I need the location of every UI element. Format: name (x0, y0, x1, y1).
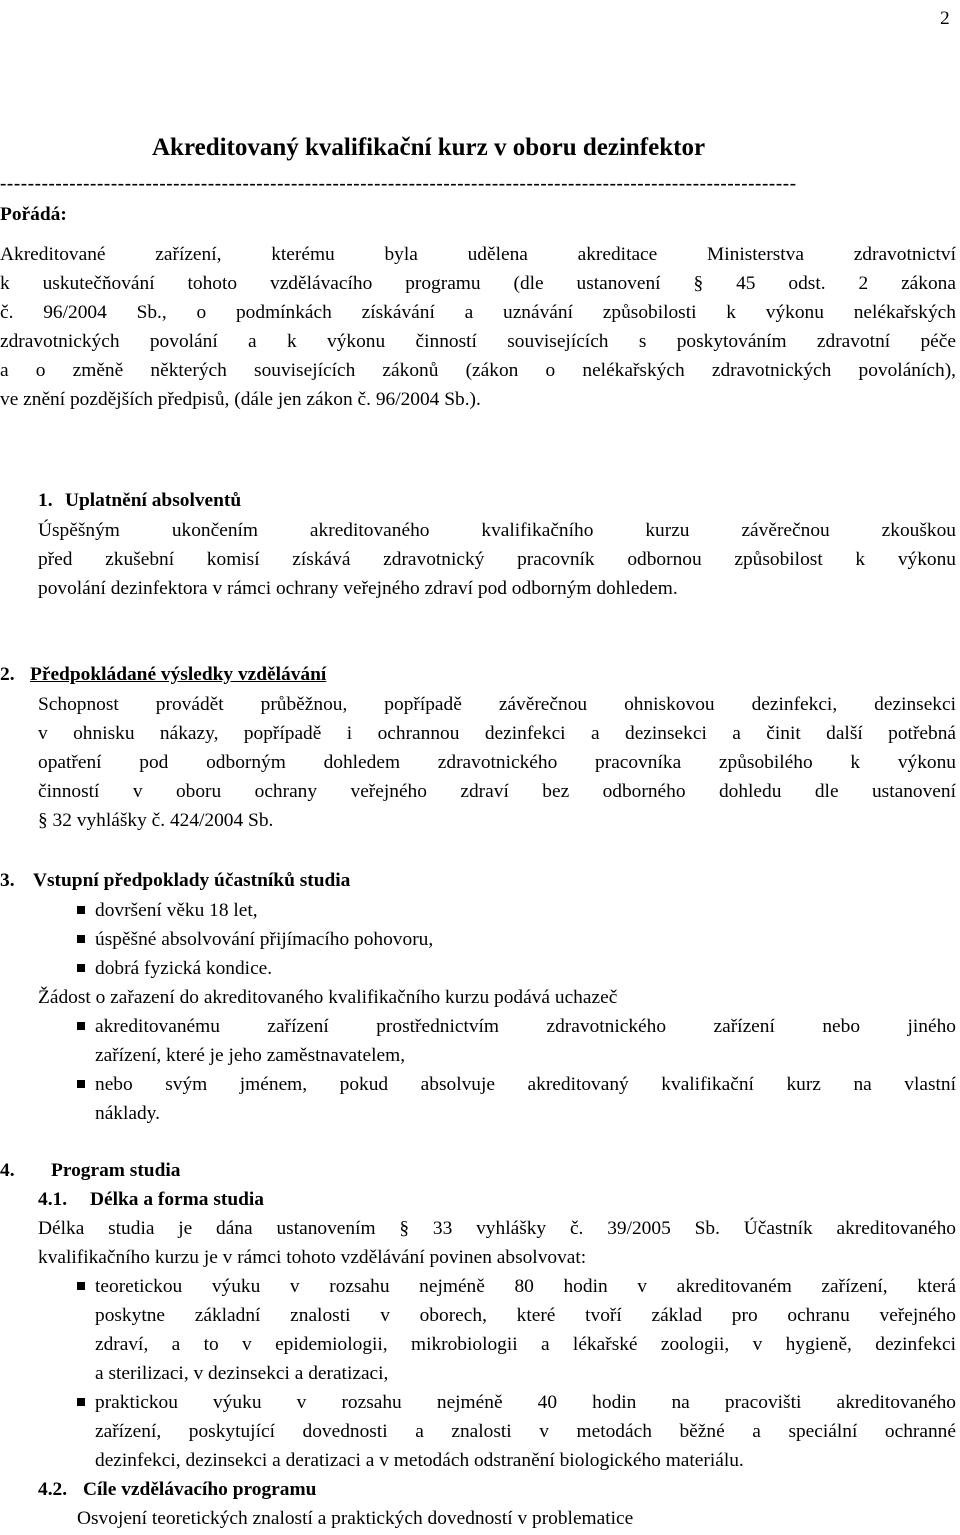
organizer-label: Pořádá: (0, 204, 67, 225)
section-4-number: 4. (0, 1160, 15, 1181)
page-title: Akreditovaný kvalifikační kurz v oboru dezinfektor (152, 134, 706, 161)
text-line: zdravotnických povolání a k výkonu činností souvisejících s poskytováním zdravotní péče (0, 331, 956, 352)
text-line: a o změně některých souvisejících zákonů (zákon o nelékařských zdravotnických povoláních), (0, 360, 956, 381)
list-item: akreditovanému zařízení prostřednictvím zdravotnického zařízení nebo jiného (95, 1016, 956, 1037)
section-3-number: 3. (0, 870, 15, 891)
application-text: Žádost o zařazení do akreditovaného kvalifikačního kurzu podává uchazeč (38, 987, 618, 1008)
list-item-continuation: náklady. (95, 1103, 160, 1124)
text-line: Schopnost provádět průběžnou, popřípadě závěrečnou ohniskovou dezinfekci, dezinsekci (38, 694, 956, 715)
list-item: dovršení věku 18 let, (95, 900, 258, 921)
text-line: kvalifikačního kurzu je v rámci tohoto vzdělávání povinen absolvovat: (38, 1247, 587, 1268)
list-item: nebo svým jménem, pokud absolvuje akreditovaný kvalifikační kurz na vlastní (95, 1074, 956, 1095)
text-line: opatření pod odborným dohledem zdravotnického pracovníka způsobilého k výkonu (38, 752, 956, 773)
list-item: praktickou výuku v rozsahu nejméně 40 hodin na pracovišti akreditovaného (95, 1392, 956, 1413)
bullet-square-icon (77, 906, 85, 914)
list-item: teoretickou výuku v rozsahu nejméně 80 hodin v akreditovaném zařízení, která (95, 1276, 956, 1297)
text-line: Úspěšným ukončením akreditovaného kvalifikačního kurzu závěrečnou zkouškou (38, 520, 956, 541)
text-line: před zkušební komisí získává zdravotnický pracovník odbornou způsobilost k výkonu (38, 549, 956, 570)
list-item-continuation: a sterilizaci, v dezinsekci a deratizaci, (95, 1363, 389, 1384)
page-number: 2 (940, 8, 950, 29)
section-4-1-number: 4.1. (38, 1189, 68, 1210)
bullet-square-icon (77, 935, 85, 943)
dash-separator: ------------------------------------------------------------------------------------------------------------------- (0, 173, 797, 194)
text-line: ve znění pozdějších předpisů, (dále jen zákon č. 96/2004 Sb.). (0, 389, 481, 410)
section-4-1-heading: Délka a forma studia (90, 1189, 264, 1210)
text-line: v ohnisku nákazy, popřípadě i ochrannou dezinfekci a dezinsekci a činit další potřebná (38, 723, 956, 744)
text-line: Osvojení teoretických znalostí a praktických dovedností v problematice (77, 1508, 634, 1529)
bullet-square-icon (77, 1022, 85, 1030)
text-line: Akreditované zařízení, kterému byla udělena akreditace Ministerstva zdravotnictví (0, 244, 956, 265)
list-item-continuation: zařízení, které je jeho zaměstnavatelem, (95, 1045, 406, 1066)
list-item-continuation: dezinfekci, dezinsekci a deratizaci a v metodách odstranění biologického materiálu. (95, 1450, 744, 1471)
section-4-heading: Program studia (51, 1160, 181, 1181)
list-item-continuation: zdraví, a to v epidemiologii, mikrobiologii a lékařské zoologii, v hygieně, dezinfekci (95, 1334, 956, 1355)
section-4-2-heading: Cíle vzdělávacího programu (83, 1479, 317, 1500)
text-line: k uskutečňování tohoto vzdělávacího programu (dle ustanovení § 45 odst. 2 zákona (0, 273, 956, 294)
bullet-square-icon (77, 1080, 85, 1088)
bullet-square-icon (77, 964, 85, 972)
bullet-square-icon (77, 1398, 85, 1406)
text-line: č. 96/2004 Sb., o podmínkách získávání a uznávání způsobilosti k výkonu nelékařských (0, 302, 956, 323)
text-line: Délka studia je dána ustanovením § 33 vyhlášky č. 39/2005 Sb. Účastník akreditovaného (38, 1218, 956, 1239)
section-3-heading: Vstupní předpoklady účastníků studia (33, 870, 351, 891)
section-1-heading: Uplatnění absolventů (65, 490, 242, 511)
list-item-continuation: zařízení, poskytující dovednosti a znalosti v metodách běžné a speciální ochranné (95, 1421, 956, 1442)
section-2-number: 2. (0, 664, 15, 685)
bullet-square-icon (77, 1282, 85, 1290)
list-item-continuation: poskytne základní znalosti v oborech, které tvoří základ pro ochranu veřejného (95, 1305, 956, 1326)
text-line: činností v oboru ochrany veřejného zdraví bez odborného dohledu dle ustanovení (38, 781, 956, 802)
list-item: dobrá fyzická kondice. (95, 958, 273, 979)
list-item: úspěšné absolvování přijímacího pohovoru, (95, 929, 434, 950)
text-line: povolání dezinfektora v rámci ochrany veřejného zdraví pod odborným dohledem. (38, 578, 678, 599)
section-1-number: 1. (38, 490, 53, 511)
text-line: § 32 vyhlášky č. 424/2004 Sb. (38, 810, 274, 831)
section-2-heading: Předpokládané výsledky vzdělávání (30, 664, 327, 685)
section-4-2-number: 4.2. (38, 1479, 68, 1500)
